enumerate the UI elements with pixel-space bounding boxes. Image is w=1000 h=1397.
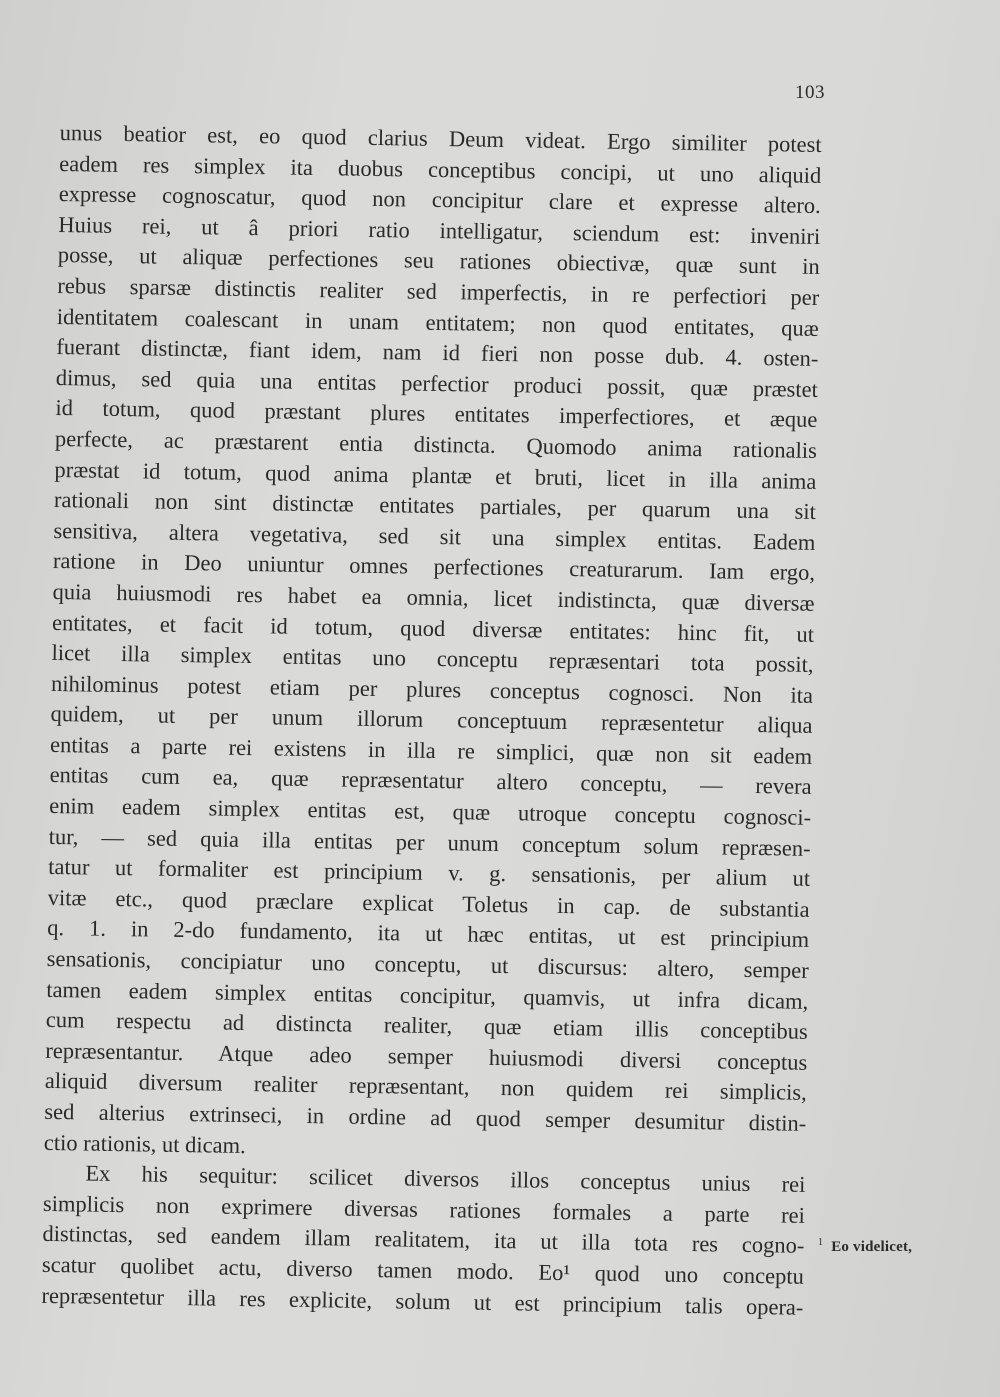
text-line: tur, — sed quia illa entitas per unum conceptum solum repræsen- <box>48 823 811 861</box>
footnote-text: Eo videlicet, <box>831 1239 913 1255</box>
text-line: entitas a parte rei existens in illa re simplici, quæ non sit eadem <box>49 731 813 769</box>
text-line: rebus sparsæ distinctis realiter sed imperfectis, in re perfectiori per <box>57 272 820 310</box>
paragraph-start-line: Ex his sequitur: scilicet diversos illos conceptus unius rei <box>85 1160 806 1198</box>
text-line: perfecte, ac præstarent entia distincta. Quomodo anima rationalis <box>54 425 818 463</box>
margin-footnote <box>818 1237 912 1256</box>
text-line: posse, ut aliquæ perfectiones seu rationes obiectivæ, quæ sunt in <box>57 242 820 280</box>
footnote-marker: 1 <box>818 1237 824 1248</box>
text-line: identitatem coalescant in unam entitatem; non quod entitates, quæ <box>56 303 819 341</box>
text-line: tatur ut formaliter est principium v. g. sensationis, per alium ut <box>48 854 811 892</box>
text-line: repræsentetur illa res explicite, solum ut est principium talis opera- <box>41 1282 804 1320</box>
text-line: distinctas, sed eandem illam realitatem, ita ut illa tota res cogno- <box>42 1221 805 1259</box>
text-line: scatur quolibet actu, diverso tamen modo. Eo¹ quod uno conceptu <box>41 1251 805 1289</box>
text-line: Huius rei, ut â priori ratio intelligatur, sciendum est: inveniri <box>58 211 821 249</box>
text-line: quidem, ut per unum illorum conceptuum repræsentetur aliqua <box>50 701 813 739</box>
text-line: simplicis non exprimere diversas rationes formales a parte rei <box>42 1190 806 1228</box>
text-line: enim eadem simplex entitas est, quæ utroque conceptu cognosci- <box>49 792 812 830</box>
text-line: eadem res simplex ita duobus conceptibus concipi, ut uno aliquid <box>59 150 822 188</box>
body-text <box>41 118 822 1323</box>
text-line: expresse cognoscatur, quod non concipitur clare et expresse altero. <box>58 181 821 219</box>
text-line: vitæ etc., quod præclare explicat Toletus in cap. de substantia <box>47 884 810 922</box>
text-line: id totum, quod præstant plures entitates imperfectiores, et æque <box>55 395 818 433</box>
text-line: licet illa simplex entitas uno conceptu repræsentari tota possit, <box>51 640 814 677</box>
text-line: fuerant distinctæ, fiant idem, nam id fieri non posse dub. 4. osten- <box>56 334 819 372</box>
text-line: ratione in Deo uniuntur omnes perfectiones creaturarum. Iam ergo, <box>52 548 816 586</box>
text-line: dimus, sed quia una entitas perfectior produci possit, quæ præstet <box>55 364 819 402</box>
text-line: q. 1. in 2-do fundamento, ita ut hæc entitas, ut est principium <box>47 915 810 953</box>
text-line: cum respectu ad distincta realiter, quæ etiam illis conceptibus <box>45 1007 808 1045</box>
text-line: repræsentantur. Atque adeo semper huiusmodi diversi conceptus <box>45 1037 808 1075</box>
text-line: tamen eadem simplex entitas concipitur, quamvis, ut infra dicam, <box>46 976 809 1014</box>
text-line: aliquid diversum realiter repræsentant, non quidem rei simplicis, <box>44 1068 807 1106</box>
text-line: nihilominus potest etiam per plures conceptus cognosci. Non ita <box>50 670 814 708</box>
text-line: sensitiva, altera vegetativa, sed sit una simplex entitas. Eadem <box>53 517 816 555</box>
text-line: unus beatior est, eo quod clarius Deum videat. Ergo similiter potest <box>59 119 822 157</box>
page-number: 103 <box>795 82 825 103</box>
text-line: entitas cum ea, quæ repræsentatur altero conceptu, — revera <box>49 762 812 800</box>
text-line: sed alterius extrinseci, in ordine ad quod semper desumitur distin- <box>44 1098 807 1136</box>
text-line: sensationis, concipiatur uno conceptu, ut discursus: altero, semper <box>46 945 809 983</box>
text-line: ctio rationis, ut dicam. <box>43 1129 246 1158</box>
text-line: rationali non sint distinctæ entitates partiales, per quarum una sit <box>53 487 817 525</box>
text-line: quia huiusmodi res habet ea omnia, licet indistincta, quæ diversæ <box>52 578 815 616</box>
text-line: præstat id totum, quod anima plantæ et bruti, licet in illa anima <box>54 456 817 494</box>
text-line: entitates, et facit id totum, quod diversæ entitates: hinc fit, ut <box>51 609 815 647</box>
